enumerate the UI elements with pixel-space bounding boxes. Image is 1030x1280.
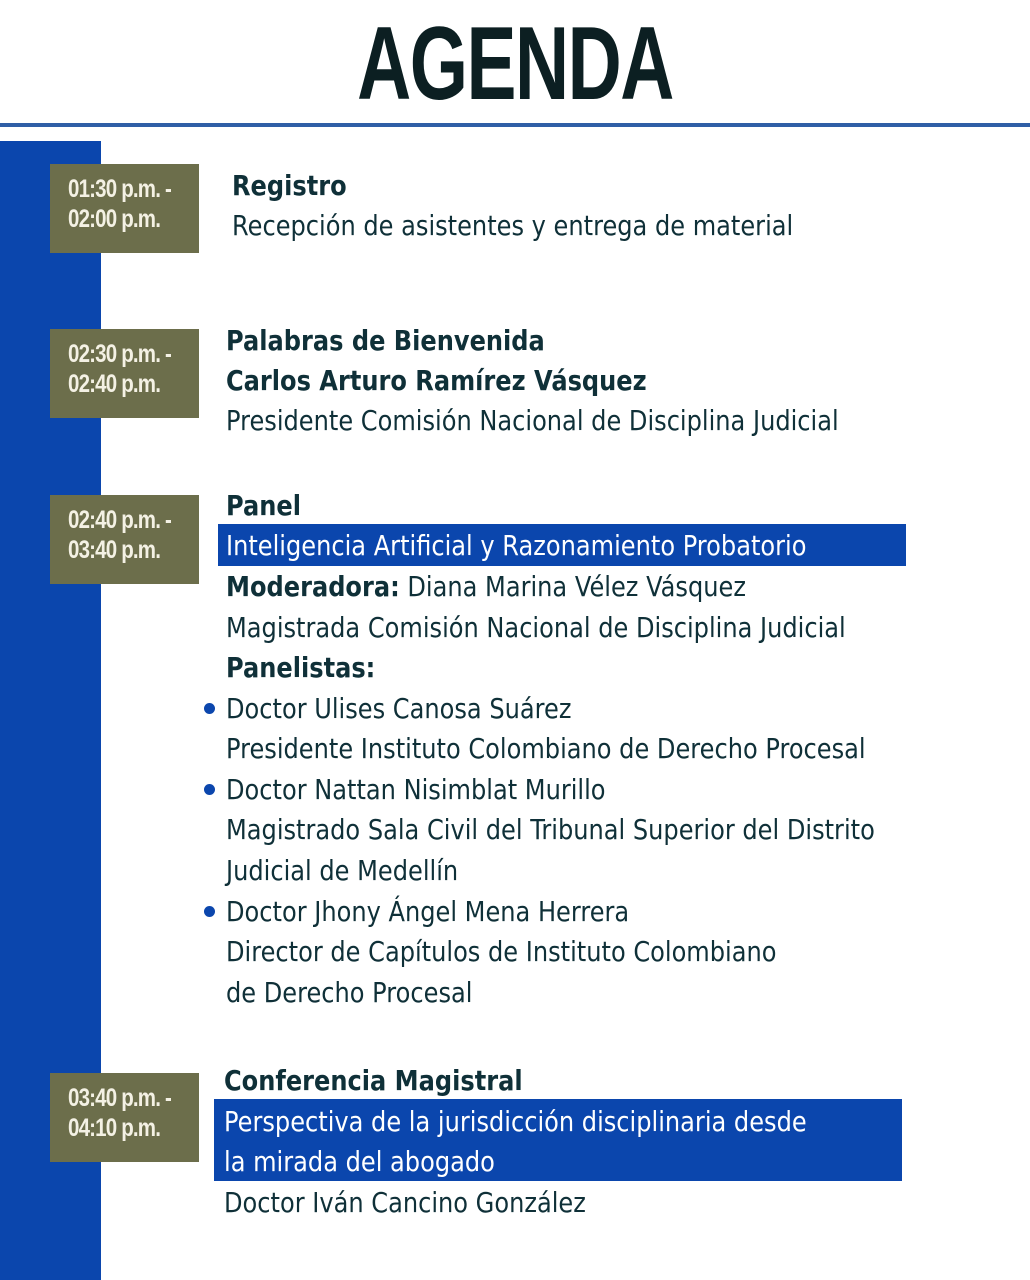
page-title: AGENDA [357,6,673,122]
time-end: 02:00 p.m. [68,205,161,233]
time-end: 02:40 p.m. [68,370,161,398]
time-start: 02:30 p.m. - [68,340,171,368]
panelist-name: Doctor Nattan Nisimblat Murillo [226,773,606,806]
panelist-role: Director de Capítulos de Instituto Colombiano [226,935,777,968]
time-badge-conferencia [50,1073,199,1162]
panelist-name: Doctor Jhony Ángel Mena Herrera [226,895,630,928]
time-end: 04:10 p.m. [68,1114,161,1142]
panelist-name: Doctor Ulises Canosa Suárez [226,692,572,725]
session-title: Panel [226,489,301,522]
bullet-icon [204,703,215,714]
time-end: 03:40 p.m. [68,536,161,564]
speaker-name: Doctor Iván Cancino González [224,1186,586,1219]
bullet-icon [204,906,215,917]
panelist-role: Magistrado Sala Civil del Tribunal Superior del Distrito [226,813,875,846]
conference-topic-cont: la mirada del abogado [224,1145,495,1178]
session-title: Palabras de Bienvenida [226,324,545,357]
panelist-role: Presidente Instituto Colombiano de Derecho Procesal [226,732,866,765]
time-start: 03:40 p.m. - [68,1084,171,1112]
conference-topic: Perspectiva de la jurisdicción disciplinaria desde [224,1105,807,1138]
speaker-role: Presidente Comisión Nacional de Disciplina Judicial [226,404,839,437]
moderator-role: Magistrada Comisión Nacional de Disciplina Judicial [226,611,846,644]
bullet-icon [204,784,215,795]
panel-topic: Inteligencia Artificial y Razonamiento Probatorio [226,529,807,562]
session-title: Registro [232,169,347,202]
speaker-name: Carlos Arturo Ramírez Vásquez [226,364,647,397]
moderator-name: Diana Marina Vélez Vásquez [407,570,746,603]
panelists-label: Panelistas: [226,651,376,684]
moderator-line [226,567,746,607]
time-start: 01:30 p.m. - [68,175,171,203]
session-title: Conferencia Magistral [224,1064,523,1097]
time-badge-registro [50,164,199,253]
header-divider [0,123,1030,127]
panelist-role-cont: de Derecho Procesal [226,976,473,1009]
panelist-role-cont: Judicial de Medellín [226,854,459,887]
moderator-label: Moderadora: [226,570,400,603]
time-badge-bienvenida [50,329,199,418]
time-badge-panel [50,495,199,584]
session-description: Recepción de asistentes y entrega de material [232,209,794,242]
time-start: 02:40 p.m. - [68,506,171,534]
